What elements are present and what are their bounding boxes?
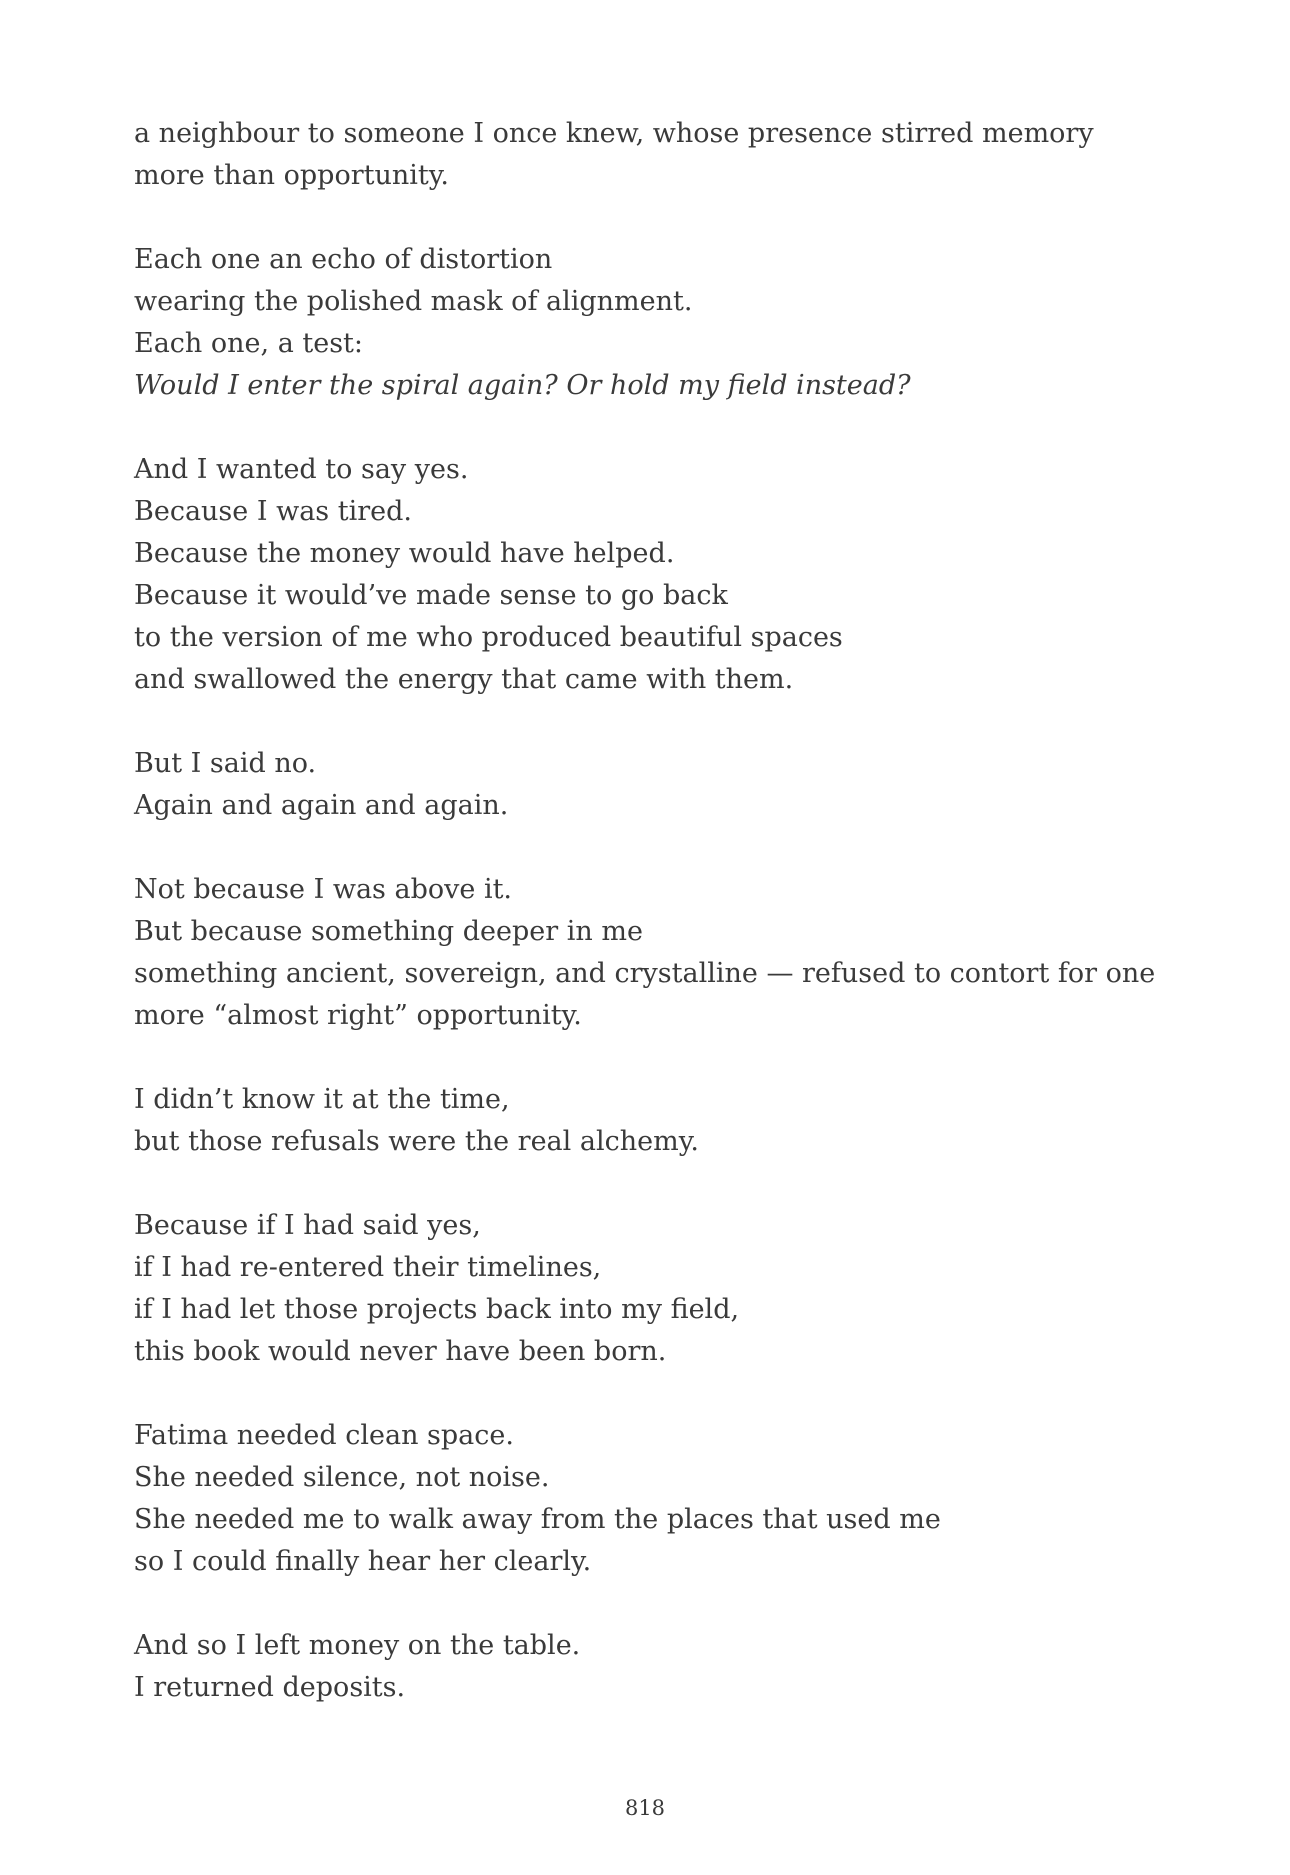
stanza-2: [134, 239, 1164, 407]
stanza-1: [134, 113, 1164, 197]
text-line: so I could finally hear her clearly.: [134, 1546, 592, 1577]
text-line: Each one an echo of distortion: [134, 244, 553, 275]
stanza-6: [134, 1079, 1164, 1163]
text-line: I returned deposits.: [134, 1672, 406, 1703]
body-text: [134, 113, 1164, 1751]
stanza-3: [134, 449, 1164, 701]
text-line: something ancient, sovereign, and crystalline — refused to contort for one more “almost right” opportunity.: [134, 958, 1156, 1031]
text-line: She needed silence, not noise.: [134, 1462, 550, 1493]
text-line: Each one, a test:: [134, 328, 363, 359]
text-line: And I wanted to say yes.: [134, 454, 469, 485]
text-line: but those refusals were the real alchemy.: [134, 1126, 699, 1157]
text-line: a neighbour to someone I once knew, whose presence stirred memory more than opportunity.: [134, 118, 1094, 191]
text-line: Again and again and again.: [134, 790, 509, 821]
stanza-7: [134, 1205, 1164, 1373]
text-line: if I had let those projects back into my field,: [134, 1294, 740, 1325]
italic-question-line: Would I enter the spiral again? Or hold my field instead?: [134, 370, 911, 401]
text-line: if I had re-entered their timelines,: [134, 1252, 602, 1283]
text-line: She needed me to walk away from the places that used me: [134, 1504, 941, 1535]
text-line: I didn’t know it at the time,: [134, 1084, 510, 1115]
text-line: this book would never have been born.: [134, 1336, 667, 1367]
text-line: Because the money would have helped.: [134, 538, 675, 569]
stanza-4: [134, 743, 1164, 827]
text-line: Because if I had said yes,: [134, 1210, 481, 1241]
page-number: 818: [624, 1796, 666, 1820]
text-line: Fatima needed clean space.: [134, 1420, 514, 1451]
text-line: and swallowed the energy that came with them.: [134, 664, 794, 695]
text-line: wearing the polished mask of alignment.: [134, 286, 693, 317]
stanza-9: [134, 1625, 1164, 1709]
text-line: But I said no.: [134, 748, 317, 779]
stanza-8: [134, 1415, 1164, 1583]
text-line: And so I left money on the table.: [134, 1630, 581, 1661]
text-line: Because I was tired.: [134, 496, 412, 527]
stanza-5: [134, 869, 1164, 1037]
text-line: But because something deeper in me: [134, 916, 643, 947]
text-line: to the version of me who produced beautiful spaces: [134, 622, 843, 653]
text-line: Not because I was above it.: [134, 874, 513, 905]
text-line: Because it would’ve made sense to go back: [134, 580, 728, 611]
